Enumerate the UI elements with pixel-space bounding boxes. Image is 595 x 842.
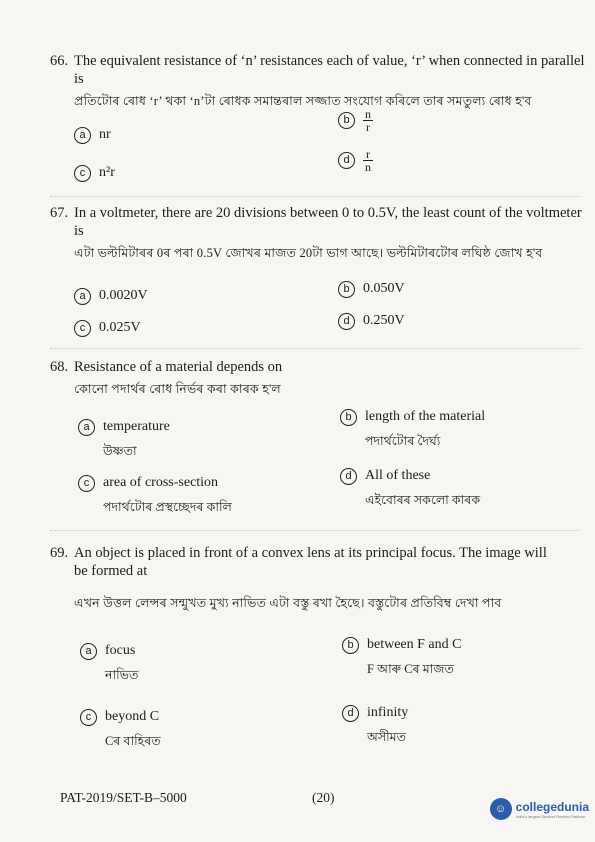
option-text: area of cross-section [103,475,219,490]
footer-code: PAT-2019/SET-B–5000 [60,790,187,805]
question-english: In a voltmeter, there are 20 divisions between 0 to 0.5V, the least count of the voltmeter [74,205,582,221]
question-assamese: কোনো পদাৰ্থৰ ৰোধ নিৰ্ভৰ কৰা কাৰক হ'ল [74,382,281,396]
question-68 [50,358,585,398]
option-text: temperature [103,419,170,434]
question-english: An object is placed in front of a convex lens at its principal focus. The image will [74,545,547,561]
option-letter: a [78,419,95,436]
collegedunia-logo [490,798,589,820]
option-b[interactable] [340,408,485,450]
option-a[interactable] [78,418,170,460]
option-text: 0.050V [363,281,405,296]
question-number: 68. [50,359,69,375]
option-letter: a [80,643,97,660]
option-c[interactable] [74,319,141,337]
divider [50,196,580,197]
option-b[interactable] [338,280,405,298]
option-c[interactable] [80,708,161,750]
page-number: (20) [312,790,335,805]
option-d[interactable] [338,312,405,330]
question-continuation: is [74,71,84,87]
question-number: 67. [50,205,69,221]
option-text: length of the material [365,409,486,424]
mascot-icon: ☺ [490,798,512,820]
fraction-denominator: n [365,160,371,174]
option-letter: a [74,127,91,144]
question-text [50,358,585,376]
option-text: 0.250V [363,313,405,328]
question-english: The equivalent resistance of ‘n’ resistances each of value, ‘r’ when connected in parallel [74,53,585,69]
option-assamese: পদাৰ্থটোৰ দৈৰ্ঘ্য [365,434,441,449]
option-d[interactable] [338,148,373,173]
option-c[interactable] [74,164,115,182]
fraction-numerator: n [365,107,371,121]
option-assamese: নাভিত [105,668,139,683]
divider [50,530,580,531]
option-text: 0.025V [99,320,141,335]
option-b[interactable] [342,636,461,678]
option-text: 0.0020V [99,288,148,303]
option-b[interactable] [338,108,373,133]
question-text [50,204,585,222]
option-assamese: এইবোৰৰ সকলো কাৰক [365,493,481,508]
option-letter: a [74,288,91,305]
fraction [363,108,373,133]
option-a[interactable] [74,126,111,144]
question-assamese: এখন উত্তল লেন্সৰ সন্মুখত মুখ্য নাভিত এটা বস্তু ৰখা হৈছে। বস্তুটোৰ প্ৰতিবিম্ব দেখা পাব [74,596,502,610]
option-text: nr [99,127,111,142]
question-assamese: প্ৰতিটোৰ ৰোধ ‘r’ থকা ‘n’টা ৰোধক সমান্তৰাল সজ্জাত সংযোগ কৰিলে তাৰ সমতুল্য ৰোধ হ'ব [74,94,532,108]
option-a[interactable] [80,642,138,684]
option-text: beyond C [105,709,160,724]
option-letter: c [74,320,91,337]
question-english: Resistance of a material depends on [74,359,283,375]
question-66 [50,52,585,110]
option-letter: b [342,637,359,654]
option-letter: c [74,165,91,182]
question-number: 66. [50,53,69,69]
option-text: infinity [367,705,409,720]
option-letter: b [338,281,355,298]
question-text [50,52,585,70]
option-d[interactable] [342,704,408,746]
option-letter: d [342,705,359,722]
option-letter: c [80,709,97,726]
option-letter: c [78,475,95,492]
option-a[interactable] [74,287,148,305]
option-letter: b [338,112,355,129]
logo-text [516,800,589,819]
logo-tagline: India's largest Student Review Platform [515,813,586,819]
question-69 [50,544,585,612]
option-letter: b [340,409,357,426]
option-text: n²r [99,165,115,180]
option-assamese: অসীমত [367,730,406,745]
question-assamese: এটা ভল্টমিটাৰৰ 0ৰ পৰা 0.5V জোখৰ মাজত 20টা ভাগ আছে। ভল্টমিটাৰটোৰ লঘিষ্ঠ জোখ হ'ব [74,246,543,260]
question-text [50,544,585,562]
option-text: between F and C [367,637,462,652]
option-d[interactable] [340,467,480,509]
option-assamese: উষ্ণতা [103,444,137,459]
option-assamese: Cৰ বাহিৰত [105,734,161,749]
option-letter: d [338,152,355,169]
fraction [363,148,373,173]
option-letter: d [340,468,357,485]
option-letter: d [338,313,355,330]
logo-name: collegedunia [515,799,589,814]
option-text: focus [105,643,136,658]
question-continuation: be formed at [74,563,148,579]
question-continuation: is [74,223,84,239]
fraction-denominator: r [366,120,370,134]
option-assamese: F আৰু Cৰ মাজত [367,662,454,677]
option-assamese: পদাৰ্থটোৰ প্ৰস্থচ্ছেদৰ কালি [103,500,232,515]
fraction-numerator: r [363,148,373,161]
option-text: All of these [365,468,431,483]
question-number: 69. [50,545,69,561]
question-67 [50,204,585,262]
option-c[interactable] [78,474,232,516]
divider [50,348,580,349]
